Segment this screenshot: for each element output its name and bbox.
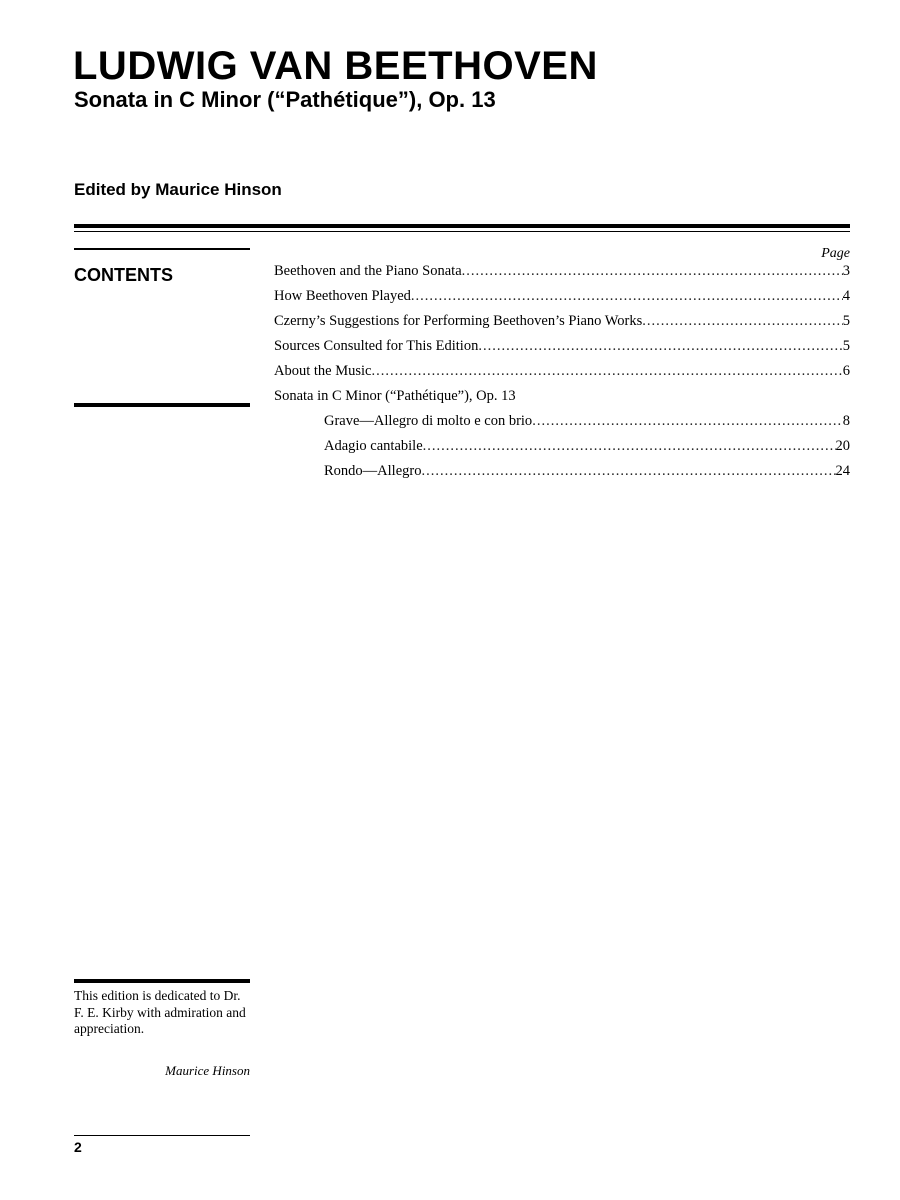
contents-top-rule bbox=[74, 248, 250, 250]
toc-subentry[interactable] bbox=[324, 413, 850, 435]
toc-dot-leader bbox=[371, 363, 842, 380]
toc-entry-title: Rondo—Allegro bbox=[324, 463, 422, 479]
toc-dot-leader bbox=[423, 438, 836, 455]
composer-title: LUDWIG VAN BEETHOVEN bbox=[73, 44, 598, 88]
toc-entry-title: Czerny’s Suggestions for Performing Beethoven’s Piano Works bbox=[274, 313, 643, 329]
work-subtitle: Sonata in C Minor (“Pathétique”), Op. 13 bbox=[74, 87, 496, 112]
toc-entry-title: Adagio cantabile bbox=[324, 438, 423, 454]
toc-entry-title: How Beethoven Played bbox=[274, 288, 411, 304]
toc-entry-page: 5 bbox=[842, 313, 850, 329]
editor-credit: Edited by Maurice Hinson bbox=[74, 180, 282, 199]
dedication-signature: Maurice Hinson bbox=[165, 1063, 250, 1078]
toc-entry-title: Sonata in C Minor (“Pathétique”), Op. 13 bbox=[274, 388, 516, 404]
header-rule-thin bbox=[74, 231, 850, 232]
toc-entry-title: About the Music bbox=[274, 363, 372, 379]
dedication-text: This edition is dedicated to Dr. F. E. Kirby with admiration and appreciation. bbox=[74, 988, 246, 1036]
toc-entry-page: 8 bbox=[842, 413, 850, 429]
toc-subentry[interactable] bbox=[324, 463, 850, 485]
footer-rule bbox=[74, 1135, 250, 1136]
toc-entry[interactable] bbox=[274, 363, 850, 385]
toc-entry-page: 20 bbox=[835, 438, 850, 454]
toc-entry-page: 6 bbox=[842, 363, 850, 379]
toc-dot-leader bbox=[478, 338, 842, 355]
toc-entry-page: 5 bbox=[842, 338, 850, 354]
toc-entry-title: Sources Consulted for This Edition bbox=[274, 338, 479, 354]
toc-dot-leader bbox=[642, 313, 842, 330]
toc-dot-leader bbox=[421, 463, 835, 480]
toc-dot-leader bbox=[532, 413, 843, 430]
toc-entry-page: 3 bbox=[842, 263, 850, 279]
toc-entry-title: Grave—Allegro di molto e con brio bbox=[324, 413, 533, 429]
header-rule-thick bbox=[74, 224, 850, 228]
toc-dot-leader bbox=[462, 263, 843, 280]
contents-heading: CONTENTS bbox=[74, 265, 173, 285]
contents-bottom-rule bbox=[74, 403, 250, 407]
toc-entry[interactable] bbox=[274, 263, 850, 285]
page-number: 2 bbox=[74, 1139, 82, 1155]
toc-dot-leader bbox=[411, 288, 843, 305]
page-column-label: Page bbox=[821, 246, 850, 261]
toc-entry-page: 4 bbox=[842, 288, 850, 304]
dedication-top-rule bbox=[74, 979, 250, 983]
toc-entry[interactable] bbox=[274, 338, 850, 360]
toc-section-heading[interactable] bbox=[274, 388, 850, 410]
toc-entry-page: 24 bbox=[835, 463, 850, 479]
toc-entry[interactable] bbox=[274, 313, 850, 335]
toc-subentry[interactable] bbox=[324, 438, 850, 460]
toc-entry-title: Beethoven and the Piano Sonata bbox=[274, 263, 462, 279]
toc-entry[interactable] bbox=[274, 288, 850, 310]
